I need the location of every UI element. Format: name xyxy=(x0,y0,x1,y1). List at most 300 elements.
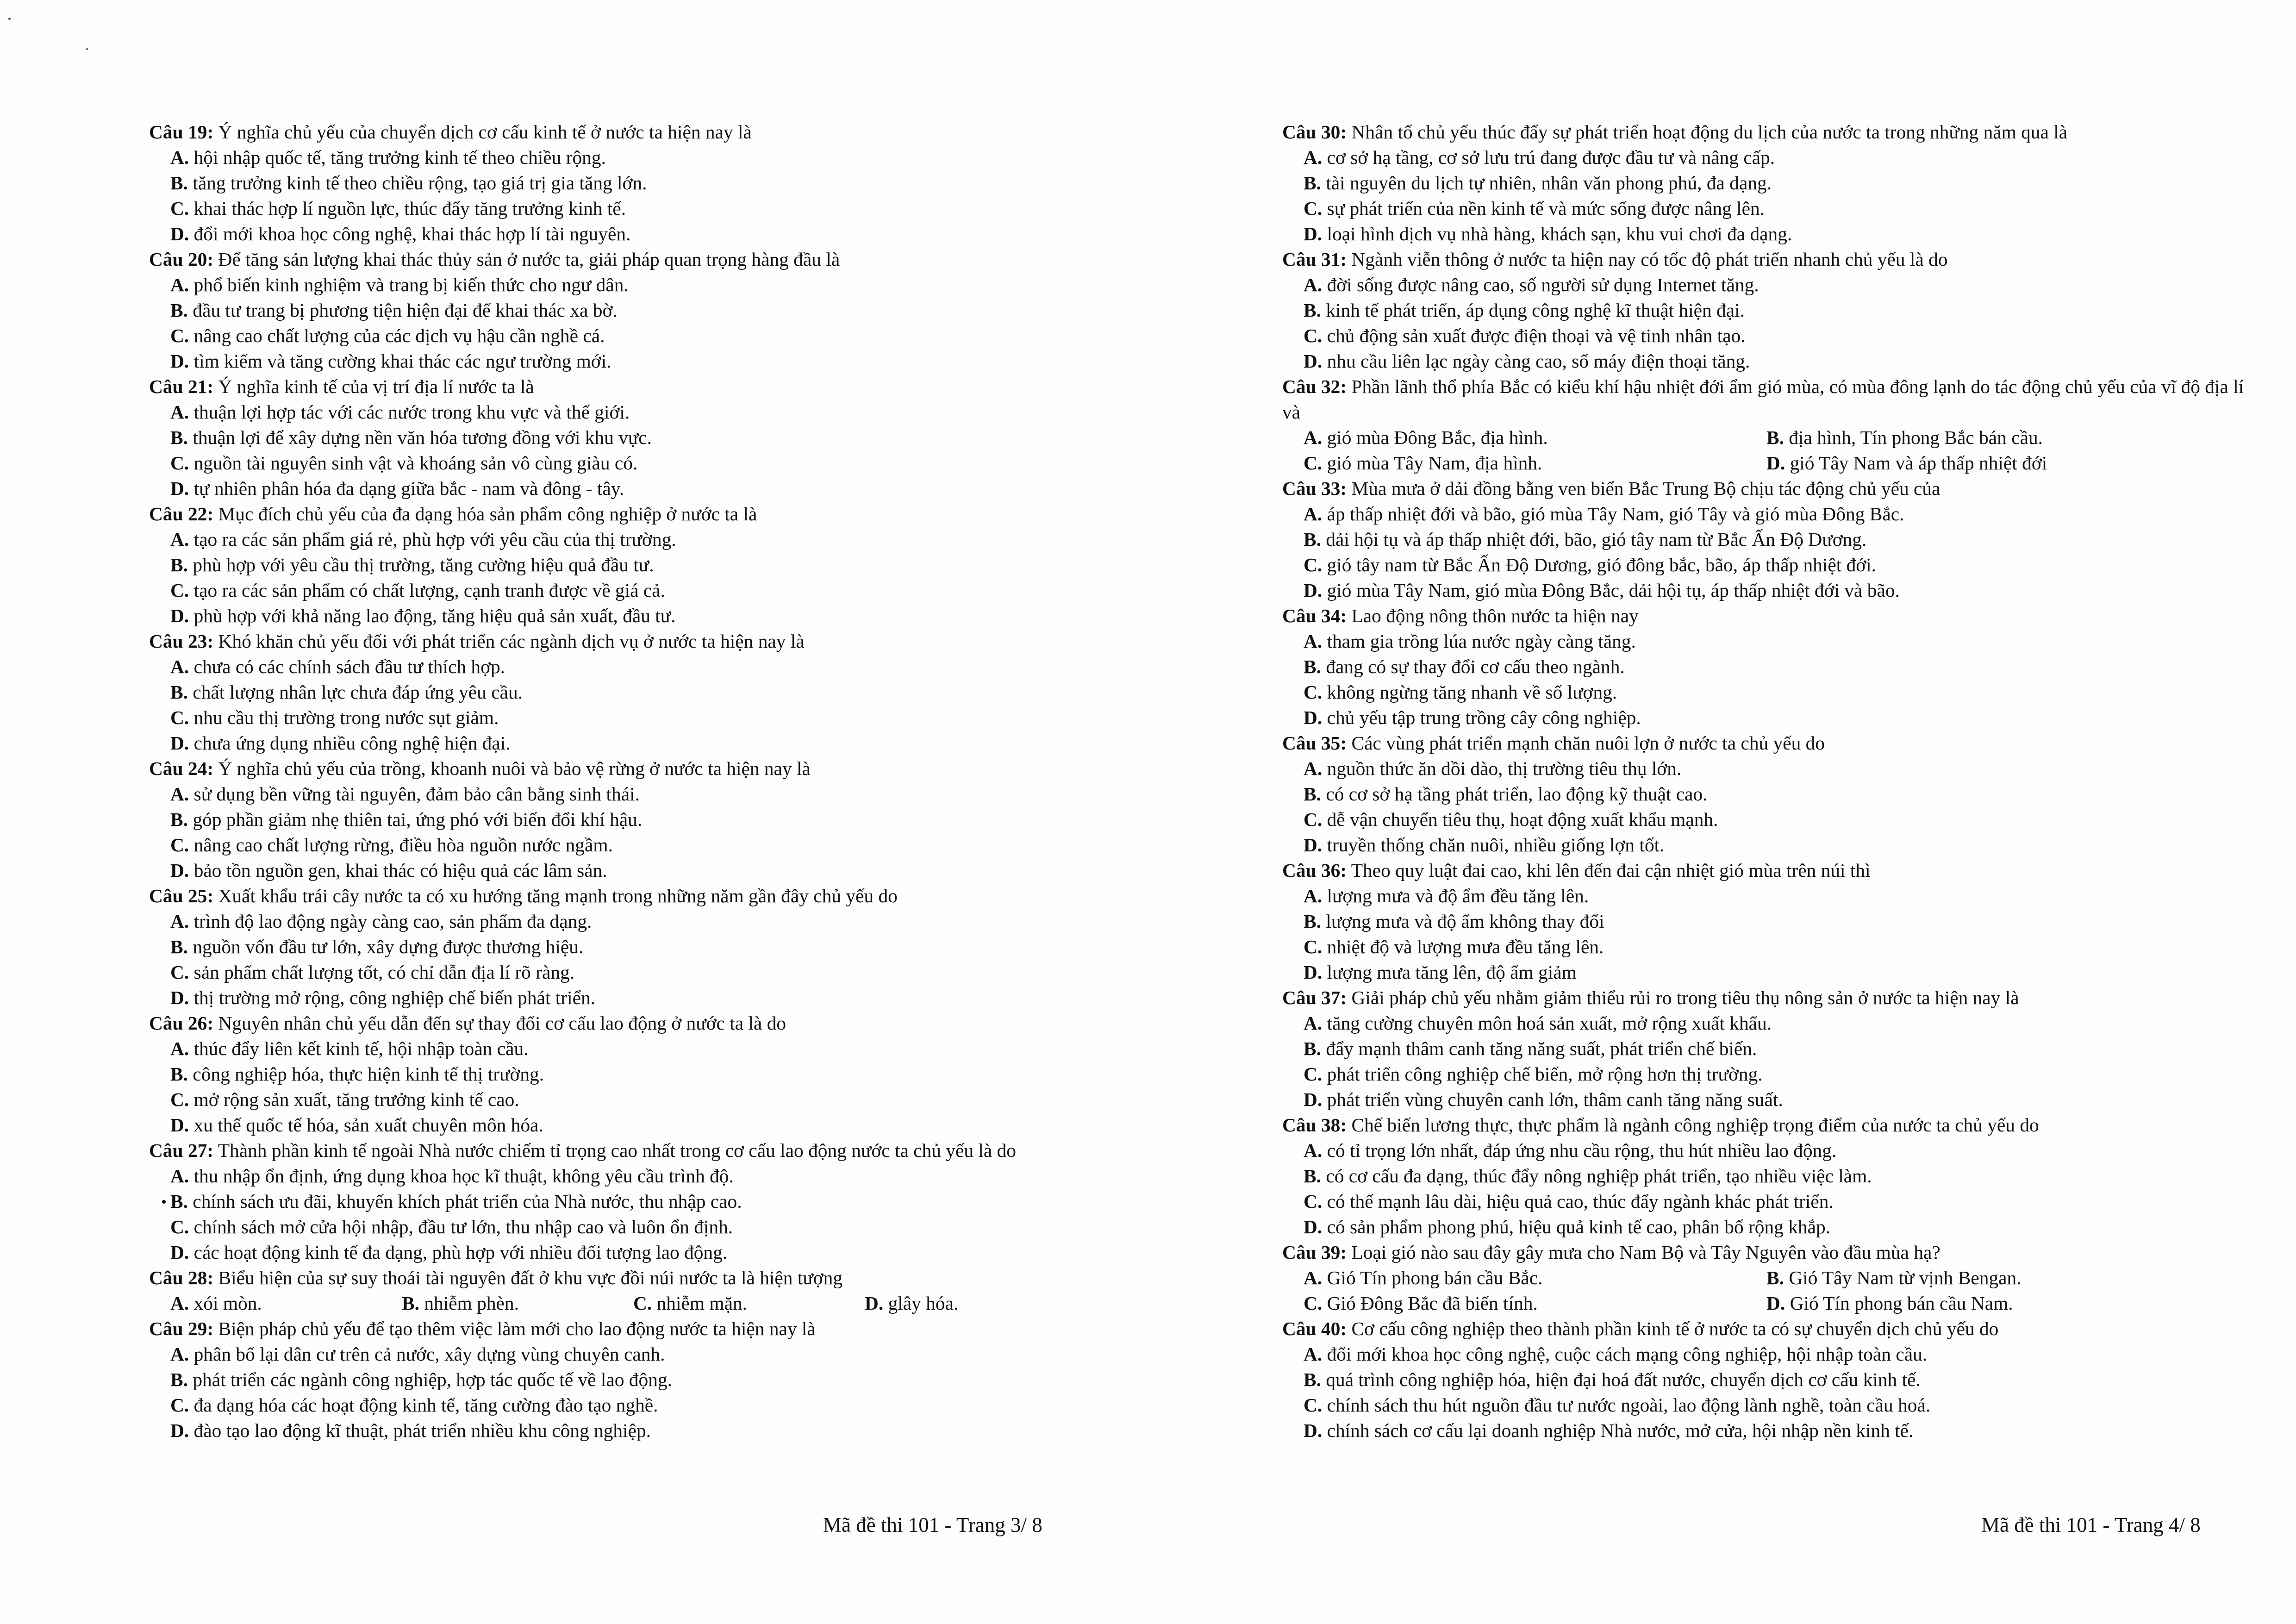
option-key: A. xyxy=(1304,1140,1323,1161)
question-number: Câu 20: xyxy=(149,249,214,270)
option-key: A. xyxy=(1304,758,1323,779)
question-text: Ngành viễn thông ở nước ta hiện nay có tốc độ phát triển nhanh chủ yếu là do xyxy=(1347,249,1948,270)
question-number: Câu 38: xyxy=(1282,1114,1347,1136)
option-key: C. xyxy=(170,834,189,856)
answer-option xyxy=(1304,145,2245,170)
answer-option xyxy=(170,909,1112,934)
option-text: sử dụng bền vững tài nguyên, đảm bảo cân bằng sinh thái. xyxy=(189,783,640,805)
answer-option xyxy=(170,1342,1112,1367)
answer-option xyxy=(170,425,1112,450)
question-text: Các vùng phát triển mạnh chăn nuôi lợn ở nước ta chủ yếu do xyxy=(1347,732,1825,754)
question-number: Câu 22: xyxy=(149,503,214,525)
answer-option xyxy=(1304,196,2245,221)
option-text: phù hợp với yêu cầu thị trường, tăng cường hiệu quả đầu tư. xyxy=(187,554,654,575)
option-key: B. xyxy=(170,172,188,194)
option-key: A. xyxy=(1304,885,1323,906)
option-key: B. xyxy=(402,1293,419,1314)
option-key: A. xyxy=(170,1343,189,1365)
question-stem xyxy=(149,756,1112,781)
option-key: B. xyxy=(170,936,188,957)
option-text: góp phần giảm nhẹ thiên tai, ứng phó với biến đổi khí hậu. xyxy=(187,809,643,830)
answer-option xyxy=(1304,578,2245,603)
option-key: A. xyxy=(1304,1267,1323,1288)
option-text: gió mùa Tây Nam, gió mùa Đông Bắc, dải hội tụ, áp thấp nhiệt đới và bão. xyxy=(1322,580,1900,601)
option-key: B. xyxy=(170,300,188,321)
option-text: tài nguyên du lịch tự nhiên, nhân văn phong phú, đa dạng. xyxy=(1321,172,1772,194)
option-text: chính sách mở cửa hội nhập, đầu tư lớn, thu nhập cao và luôn ổn định. xyxy=(189,1216,733,1237)
option-key: C. xyxy=(170,325,189,346)
option-text: nâng cao chất lượng của các dịch vụ hậu cần nghề cá. xyxy=(189,325,605,346)
answer-option xyxy=(1304,527,2245,552)
option-key: B. xyxy=(170,427,188,448)
question-text: Mùa mưa ở dải đồng bằng ven biển Bắc Trung Bộ chịu tác động chủ yếu của xyxy=(1347,478,1940,499)
answer-option xyxy=(170,1367,1112,1393)
question-number: Câu 39: xyxy=(1282,1242,1347,1263)
answer-option xyxy=(170,960,1112,985)
option-text: nguồn thức ăn dồi dào, thị trường tiêu thụ lớn. xyxy=(1322,758,1682,779)
option-text: địa hình, Tín phong Bắc bán cầu. xyxy=(1784,427,2043,448)
question-stem xyxy=(1282,247,2245,272)
option-text: chính sách thu hút nguồn đầu tư nước ngoài, lao động lành nghề, toàn cầu hoá. xyxy=(1322,1394,1931,1416)
option-text: hội nhập quốc tế, tăng trưởng kinh tế theo chiều rộng. xyxy=(189,147,606,168)
answer-option xyxy=(170,552,1112,578)
question-block xyxy=(1282,603,2245,731)
option-text: nâng cao chất lượng rừng, điều hòa nguồn nước ngầm. xyxy=(189,834,613,856)
option-text: chưa có các chính sách đầu tư thích hợp. xyxy=(189,656,505,677)
option-text: nguồn vốn đầu tư lớn, xây dựng được thương hiệu. xyxy=(187,936,584,957)
option-key: C. xyxy=(1304,325,1323,346)
option-key: C. xyxy=(170,580,189,601)
option-text: lượng mưa và độ ẩm không thay đổi xyxy=(1321,911,1604,932)
question-number: Câu 24: xyxy=(149,758,214,779)
option-key: D. xyxy=(1304,1216,1323,1237)
answer-option xyxy=(170,1189,1112,1214)
option-text: Gió Tín phong bán cầu Nam. xyxy=(1785,1293,2013,1314)
question-block xyxy=(1282,858,2245,985)
option-key: A. xyxy=(1304,503,1323,525)
option-text: chính sách ưu đãi, khuyến khích phát triển của Nhà nước, thu nhập cao. xyxy=(187,1191,742,1212)
option-key: B. xyxy=(1304,656,1321,677)
question-number: Câu 31: xyxy=(1282,249,1347,270)
question-number: Câu 37: xyxy=(1282,987,1347,1008)
question-stem xyxy=(149,1265,1112,1291)
question-number: Câu 33: xyxy=(1282,478,1347,499)
answer-option xyxy=(170,578,1112,603)
question-block xyxy=(1282,985,2245,1112)
option-text: Gió Tín phong bán cầu Bắc. xyxy=(1322,1267,1543,1288)
option-text: đa dạng hóa các hoạt động kinh tế, tăng cường đào tạo nghề. xyxy=(189,1394,658,1416)
option-key: C. xyxy=(1304,198,1323,219)
option-key: D. xyxy=(170,860,189,881)
answer-option xyxy=(1304,298,2245,323)
option-text: gió mùa Đông Bắc, địa hình. xyxy=(1322,427,1548,448)
question-number: Câu 26: xyxy=(149,1012,214,1034)
question-block xyxy=(149,883,1112,1011)
option-text: không ngừng tăng nhanh về số lượng. xyxy=(1322,681,1617,703)
answer-option xyxy=(1304,1367,2245,1393)
question-stem xyxy=(1282,858,2245,883)
question-number: Câu 28: xyxy=(149,1267,214,1288)
option-key: D. xyxy=(170,987,189,1008)
option-text: tìm kiếm và tăng cường khai thác các ngư trường mới. xyxy=(189,350,611,372)
answer-options-row xyxy=(170,1291,1112,1316)
answer-option xyxy=(1304,705,2245,731)
option-text: có cơ sở hạ tầng phát triển, lao động kỹ thuật cao. xyxy=(1321,783,1708,805)
option-text: đào tạo lao động kĩ thuật, phát triển nhiều khu công nghiệp. xyxy=(189,1420,651,1441)
question-block xyxy=(1282,1112,2245,1240)
option-text: thuận lợi để xây dựng nền văn hóa tương đồng với khu vực. xyxy=(187,427,652,448)
question-number: Câu 40: xyxy=(1282,1318,1347,1339)
question-block xyxy=(1282,731,2245,858)
question-stem xyxy=(149,374,1112,400)
option-key: C. xyxy=(1304,1394,1323,1416)
option-text: tham gia trồng lúa nước ngày càng tăng. xyxy=(1322,631,1636,652)
answer-option xyxy=(1766,1265,2229,1291)
option-key: B. xyxy=(170,554,188,575)
scan-bullet-mark xyxy=(162,1200,166,1204)
option-text: đầu tư trang bị phương tiện hiện đại để khai thác xa bờ. xyxy=(187,300,618,321)
option-text: có tỉ trọng lớn nhất, đáp ứng nhu cầu rộng, thu hút nhiều lao động. xyxy=(1322,1140,1837,1161)
answer-option xyxy=(633,1291,865,1316)
question-block xyxy=(149,374,1112,501)
option-key: A. xyxy=(1304,147,1323,168)
question-text: Biểu hiện của sự suy thoái tài nguyên đất ở khu vực đồi núi nước ta là hiện tượng xyxy=(213,1267,843,1288)
answer-option xyxy=(170,349,1112,374)
answer-option xyxy=(170,731,1112,756)
option-key: C. xyxy=(1304,1063,1323,1085)
question-number: Câu 21: xyxy=(149,376,214,397)
option-text: dải hội tụ và áp thấp nhiệt đới, bão, gió tây nam từ Bắc Ấn Độ Dương. xyxy=(1321,529,1867,550)
option-text: phát triển vùng chuyên canh lớn, thâm canh tăng năng suất. xyxy=(1322,1089,1783,1110)
option-text: đẩy mạnh thâm canh tăng năng suất, phát triển chế biến. xyxy=(1321,1038,1757,1059)
answer-option xyxy=(1304,1342,2245,1367)
option-key: A. xyxy=(170,274,189,295)
option-text: trình độ lao động ngày càng cao, sản phẩm đa dạng. xyxy=(189,911,592,932)
answer-option xyxy=(170,323,1112,349)
option-text: truyền thống chăn nuôi, nhiều giống lợn tốt. xyxy=(1322,834,1665,856)
option-key: C. xyxy=(170,1216,189,1237)
question-stem xyxy=(1282,1240,2245,1265)
answer-option xyxy=(1304,221,2245,247)
answer-option xyxy=(170,1418,1112,1443)
answer-option xyxy=(170,1240,1112,1265)
answer-option xyxy=(170,1214,1112,1240)
option-text: Gió Đông Bắc đã biến tính. xyxy=(1322,1293,1538,1314)
option-text: xu thế quốc tế hóa, sản xuất chuyên môn hóa. xyxy=(189,1114,543,1136)
answer-option xyxy=(1766,425,2229,450)
option-text: áp thấp nhiệt đới và bão, gió mùa Tây Nam, gió Tây và gió mùa Đông Bắc. xyxy=(1322,503,1904,525)
answer-option xyxy=(170,1036,1112,1062)
option-text: thuận lợi hợp tác với các nước trong khu vực và thế giới. xyxy=(189,401,630,423)
question-stem xyxy=(149,119,1112,145)
answer-option xyxy=(1304,1418,2245,1443)
option-key: C. xyxy=(170,1394,189,1416)
option-key: B. xyxy=(1304,911,1321,932)
option-key: B. xyxy=(170,681,188,703)
option-key: C. xyxy=(633,1293,652,1314)
option-text: tăng trưởng kinh tế theo chiều rộng, tạo giá trị gia tăng lớn. xyxy=(187,172,647,194)
question-stem xyxy=(1282,1316,2245,1342)
scan-speck xyxy=(8,18,11,20)
question-stem xyxy=(149,1316,1112,1342)
option-text: các hoạt động kinh tế đa dạng, phù hợp với nhiều đối tượng lao động. xyxy=(189,1242,728,1263)
answer-option xyxy=(865,1291,1096,1316)
option-key: B. xyxy=(170,809,188,830)
option-text: nhu cầu thị trường trong nước sụt giảm. xyxy=(189,707,499,728)
answer-option xyxy=(1304,170,2245,196)
answer-option xyxy=(1304,807,2245,832)
option-text: nguồn tài nguyên sinh vật và khoáng sản vô cùng giàu có. xyxy=(189,452,638,474)
question-block xyxy=(149,247,1112,374)
option-key: C. xyxy=(170,1089,189,1110)
question-text: Nguyên nhân chủ yếu dẫn đến sự thay đổi cơ cấu lao động ở nước ta là do xyxy=(213,1012,786,1034)
option-key: A. xyxy=(170,1293,189,1314)
question-text: Nhân tố chủ yếu thúc đẩy sự phát triển hoạt động du lịch của nước ta trong những năm qua là xyxy=(1347,121,2068,143)
answer-option xyxy=(1304,781,2245,807)
option-text: đời sống được nâng cao, số người sử dụng Internet tăng. xyxy=(1322,274,1759,295)
answer-option xyxy=(1304,883,2245,909)
answer-option xyxy=(1304,1087,2245,1112)
answer-option xyxy=(170,781,1112,807)
answer-option xyxy=(170,680,1112,705)
option-text: xói mòn. xyxy=(189,1293,262,1314)
answer-option xyxy=(1304,934,2245,960)
answer-option xyxy=(170,985,1112,1011)
answer-option xyxy=(1304,1163,2245,1189)
option-text: tăng cường chuyên môn hoá sản xuất, mở rộng xuất khẩu. xyxy=(1322,1012,1772,1034)
question-number: Câu 19: xyxy=(149,121,214,143)
question-stem xyxy=(1282,603,2245,629)
option-text: nhiễm phèn. xyxy=(419,1293,519,1314)
option-key: D. xyxy=(170,1242,189,1263)
option-text: chưa ứng dụng nhiều công nghệ hiện đại. xyxy=(189,732,511,754)
option-key: C. xyxy=(1304,1191,1323,1212)
answer-options-row xyxy=(1304,425,2245,476)
question-number: Câu 23: xyxy=(149,631,214,652)
option-text: cơ sở hạ tầng, cơ sở lưu trú đang được đầu tư và nâng cấp. xyxy=(1322,147,1775,168)
option-text: đang có sự thay đổi cơ cấu theo ngành. xyxy=(1321,656,1625,677)
question-block xyxy=(149,1265,1112,1316)
answer-option xyxy=(170,1087,1112,1112)
option-key: B. xyxy=(1304,1165,1321,1187)
option-text: chủ động sản xuất được điện thoại và vệ tinh nhân tạo. xyxy=(1322,325,1746,346)
answer-option xyxy=(402,1291,633,1316)
question-number: Câu 30: xyxy=(1282,121,1347,143)
answer-option xyxy=(170,934,1112,960)
answer-option xyxy=(1304,680,2245,705)
question-text: Cơ cấu công nghiệp theo thành phần kinh tế ở nước ta có sự chuyển dịch chủ yếu do xyxy=(1347,1318,1999,1339)
answer-option xyxy=(170,527,1112,552)
option-key: A. xyxy=(170,529,189,550)
question-stem xyxy=(149,883,1112,909)
scan-speck xyxy=(86,48,88,50)
answer-option xyxy=(1304,1138,2245,1163)
option-text: gió Tây Nam và áp thấp nhiệt đới xyxy=(1785,452,2047,474)
answer-option xyxy=(170,654,1112,680)
question-text: Giải pháp chủ yếu nhằm giảm thiểu rủi ro trong tiêu thụ nông sản ở nước ta hiện nay là xyxy=(1347,987,2019,1008)
answer-option xyxy=(170,1112,1112,1138)
option-key: D. xyxy=(1304,962,1323,983)
option-key: B. xyxy=(1304,300,1321,321)
option-key: D. xyxy=(170,223,189,244)
option-key: A. xyxy=(1304,427,1323,448)
question-text: Ý nghĩa chủ yếu của chuyển dịch cơ cấu kinh tế ở nước ta hiện nay là xyxy=(213,121,752,143)
question-text: Mục đích chủ yếu của đa dạng hóa sản phẩm công nghiệp ở nước ta là xyxy=(213,503,757,525)
option-key: C. xyxy=(170,198,189,219)
option-text: nhiệt độ và lượng mưa đều tăng lên. xyxy=(1322,936,1604,957)
option-key: A. xyxy=(170,1038,189,1059)
option-text: đổi mới khoa học công nghệ, cuộc cách mạng công nghiệp, hội nhập toàn cầu. xyxy=(1322,1343,1928,1365)
page-footer-left: Mã đề thi 101 - Trang 3/ 8 xyxy=(823,1513,1042,1537)
question-block xyxy=(149,1011,1112,1138)
option-key: A. xyxy=(170,656,189,677)
answer-options-row xyxy=(1304,1265,2245,1316)
option-key: D. xyxy=(1304,1089,1323,1110)
answer-option xyxy=(170,400,1112,425)
question-number: Câu 32: xyxy=(1282,376,1347,397)
question-block xyxy=(149,501,1112,629)
answer-option xyxy=(170,1062,1112,1087)
answer-option xyxy=(170,1291,402,1316)
question-stem xyxy=(1282,476,2245,501)
question-stem xyxy=(149,1138,1112,1163)
option-key: A. xyxy=(170,401,189,423)
answer-option xyxy=(1304,1011,2245,1036)
answer-option xyxy=(170,145,1112,170)
answer-option xyxy=(1304,501,2245,527)
question-stem xyxy=(1282,119,2245,145)
answer-option xyxy=(1304,1291,1766,1316)
option-text: tạo ra các sản phẩm có chất lượng, cạnh tranh được về giá cả. xyxy=(189,580,665,601)
option-text: phát triển các ngành công nghiệp, hợp tác quốc tế về lao động. xyxy=(187,1369,672,1390)
question-block xyxy=(1282,374,2245,476)
question-stem xyxy=(1282,374,2245,425)
option-key: D. xyxy=(1304,350,1323,372)
option-key: D. xyxy=(1304,223,1323,244)
answer-option xyxy=(170,858,1112,883)
question-stem xyxy=(149,629,1112,654)
option-text: quá trình công nghiệp hóa, hiện đại hoá đất nước, chuyển dịch cơ cấu kinh tế. xyxy=(1321,1369,1921,1390)
question-text: Chế biến lương thực, thực phẩm là ngành công nghiệp trọng điểm của nước ta chủ yếu do xyxy=(1347,1114,2039,1136)
option-text: loại hình dịch vụ nhà hàng, khách sạn, khu vui chơi đa dạng. xyxy=(1322,223,1792,244)
question-text: Xuất khẩu trái cây nước ta có xu hướng tăng mạnh trong những năm gần đây chủ yếu do xyxy=(213,885,898,906)
question-number: Câu 29: xyxy=(149,1318,214,1339)
option-text: phát triển công nghiệp chế biến, mở rộng hơn thị trường. xyxy=(1322,1063,1763,1085)
answer-option xyxy=(1304,272,2245,298)
answer-option xyxy=(170,832,1112,858)
answer-option xyxy=(170,170,1112,196)
option-text: glây hóa. xyxy=(883,1293,959,1314)
question-text: Ý nghĩa chủ yếu của trồng, khoanh nuôi và bảo vệ rừng ở nước ta hiện nay là xyxy=(213,758,811,779)
option-key: B. xyxy=(1304,783,1321,805)
option-text: kinh tế phát triển, áp dụng công nghệ kĩ thuật hiện đại. xyxy=(1321,300,1745,321)
option-key: D. xyxy=(170,350,189,372)
option-text: tự nhiên phân hóa đa dạng giữa bắc - nam và đông - tây. xyxy=(189,478,624,499)
answer-option xyxy=(170,298,1112,323)
question-stem xyxy=(1282,1112,2245,1138)
option-key: B. xyxy=(1304,172,1321,194)
question-block xyxy=(1282,476,2245,603)
option-text: chủ yếu tập trung trồng cây công nghiệp. xyxy=(1322,707,1641,728)
option-key: B. xyxy=(1304,1038,1321,1059)
question-stem xyxy=(149,247,1112,272)
question-block xyxy=(1282,1316,2245,1443)
question-block xyxy=(149,119,1112,247)
question-block xyxy=(149,756,1112,883)
option-text: đổi mới khoa học công nghệ, khai thác hợp lí tài nguyên. xyxy=(189,223,631,244)
option-key: D. xyxy=(1304,1420,1323,1441)
answer-option xyxy=(170,272,1112,298)
option-key: C. xyxy=(1304,554,1323,575)
option-key: C. xyxy=(1304,681,1323,703)
option-key: C. xyxy=(1304,809,1323,830)
option-key: C. xyxy=(1304,1293,1323,1314)
option-text: dễ vận chuyển tiêu thụ, hoạt động xuất khẩu mạnh. xyxy=(1322,809,1718,830)
answer-option xyxy=(170,1163,1112,1189)
question-block xyxy=(1282,119,2245,247)
option-key: D. xyxy=(1304,834,1323,856)
option-text: Gió Tây Nam từ vịnh Bengan. xyxy=(1784,1267,2021,1288)
option-text: gió tây nam từ Bắc Ấn Độ Dương, gió đông bắc, bão, áp thấp nhiệt đới. xyxy=(1322,554,1877,575)
question-block xyxy=(149,1316,1112,1443)
option-text: mở rộng sản xuất, tăng trưởng kinh tế cao. xyxy=(189,1089,519,1110)
answer-option xyxy=(170,807,1112,832)
option-text: nhu cầu liên lạc ngày càng cao, số máy điện thoại tăng. xyxy=(1322,350,1750,372)
exam-page-3 xyxy=(149,119,1112,1508)
answer-option xyxy=(1304,1265,1766,1291)
option-text: lượng mưa tăng lên, độ ẩm giảm xyxy=(1322,962,1577,983)
answer-option xyxy=(1304,450,1766,476)
answer-option xyxy=(1304,629,2245,654)
option-text: thúc đẩy liên kết kinh tế, hội nhập toàn cầu. xyxy=(189,1038,529,1059)
option-key: D. xyxy=(170,732,189,754)
option-text: tạo ra các sản phẩm giá rẻ, phù hợp với yêu cầu của thị trường. xyxy=(189,529,676,550)
question-number: Câu 25: xyxy=(149,885,214,906)
answer-option xyxy=(170,603,1112,629)
question-text: Thành phần kinh tế ngoài Nhà nước chiếm tỉ trọng cao nhất trong cơ cấu lao động nước ta chủ yếu là do xyxy=(213,1140,1016,1161)
answer-option xyxy=(1304,1189,2245,1214)
option-key: A. xyxy=(1304,631,1323,652)
answer-option xyxy=(1304,960,2245,985)
option-key: D. xyxy=(1304,580,1323,601)
question-text: Ý nghĩa kinh tế của vị trí địa lí nước ta là xyxy=(213,376,534,397)
option-key: D. xyxy=(1766,452,1785,474)
question-block xyxy=(149,629,1112,756)
option-key: C. xyxy=(1304,452,1323,474)
answer-option xyxy=(170,705,1112,731)
option-text: sự phát triển của nền kinh tế và mức sống được nâng lên. xyxy=(1322,198,1765,219)
option-text: chính sách cơ cấu lại doanh nghiệp Nhà nước, mở cửa, hội nhập nền kinh tế. xyxy=(1322,1420,1914,1441)
option-text: công nghiệp hóa, thực hiện kinh tế thị trường. xyxy=(187,1063,544,1085)
answer-option xyxy=(170,450,1112,476)
answer-option xyxy=(170,221,1112,247)
option-key: C. xyxy=(170,962,189,983)
answer-option xyxy=(1304,909,2245,934)
option-key: D. xyxy=(170,1420,189,1441)
exam-page-4 xyxy=(1282,119,2245,1508)
question-block xyxy=(1282,1240,2245,1316)
answer-option xyxy=(1304,832,2245,858)
option-text: khai thác hợp lí nguồn lực, thúc đẩy tăng trưởng kinh tế. xyxy=(189,198,626,219)
option-key: A. xyxy=(1304,1012,1323,1034)
question-number: Câu 27: xyxy=(149,1140,214,1161)
option-key: B. xyxy=(1304,529,1321,550)
option-text: phân bố lại dân cư trên cả nước, xây dựng vùng chuyên canh. xyxy=(189,1343,665,1365)
option-key: C. xyxy=(170,707,189,728)
option-text: thu nhập ổn định, ứng dụng khoa học kĩ thuật, không yêu cầu trình độ. xyxy=(189,1165,734,1187)
option-text: có sản phẩm phong phú, hiệu quả kinh tế cao, phân bố rộng khắp. xyxy=(1322,1216,1831,1237)
option-key: C. xyxy=(1304,936,1323,957)
